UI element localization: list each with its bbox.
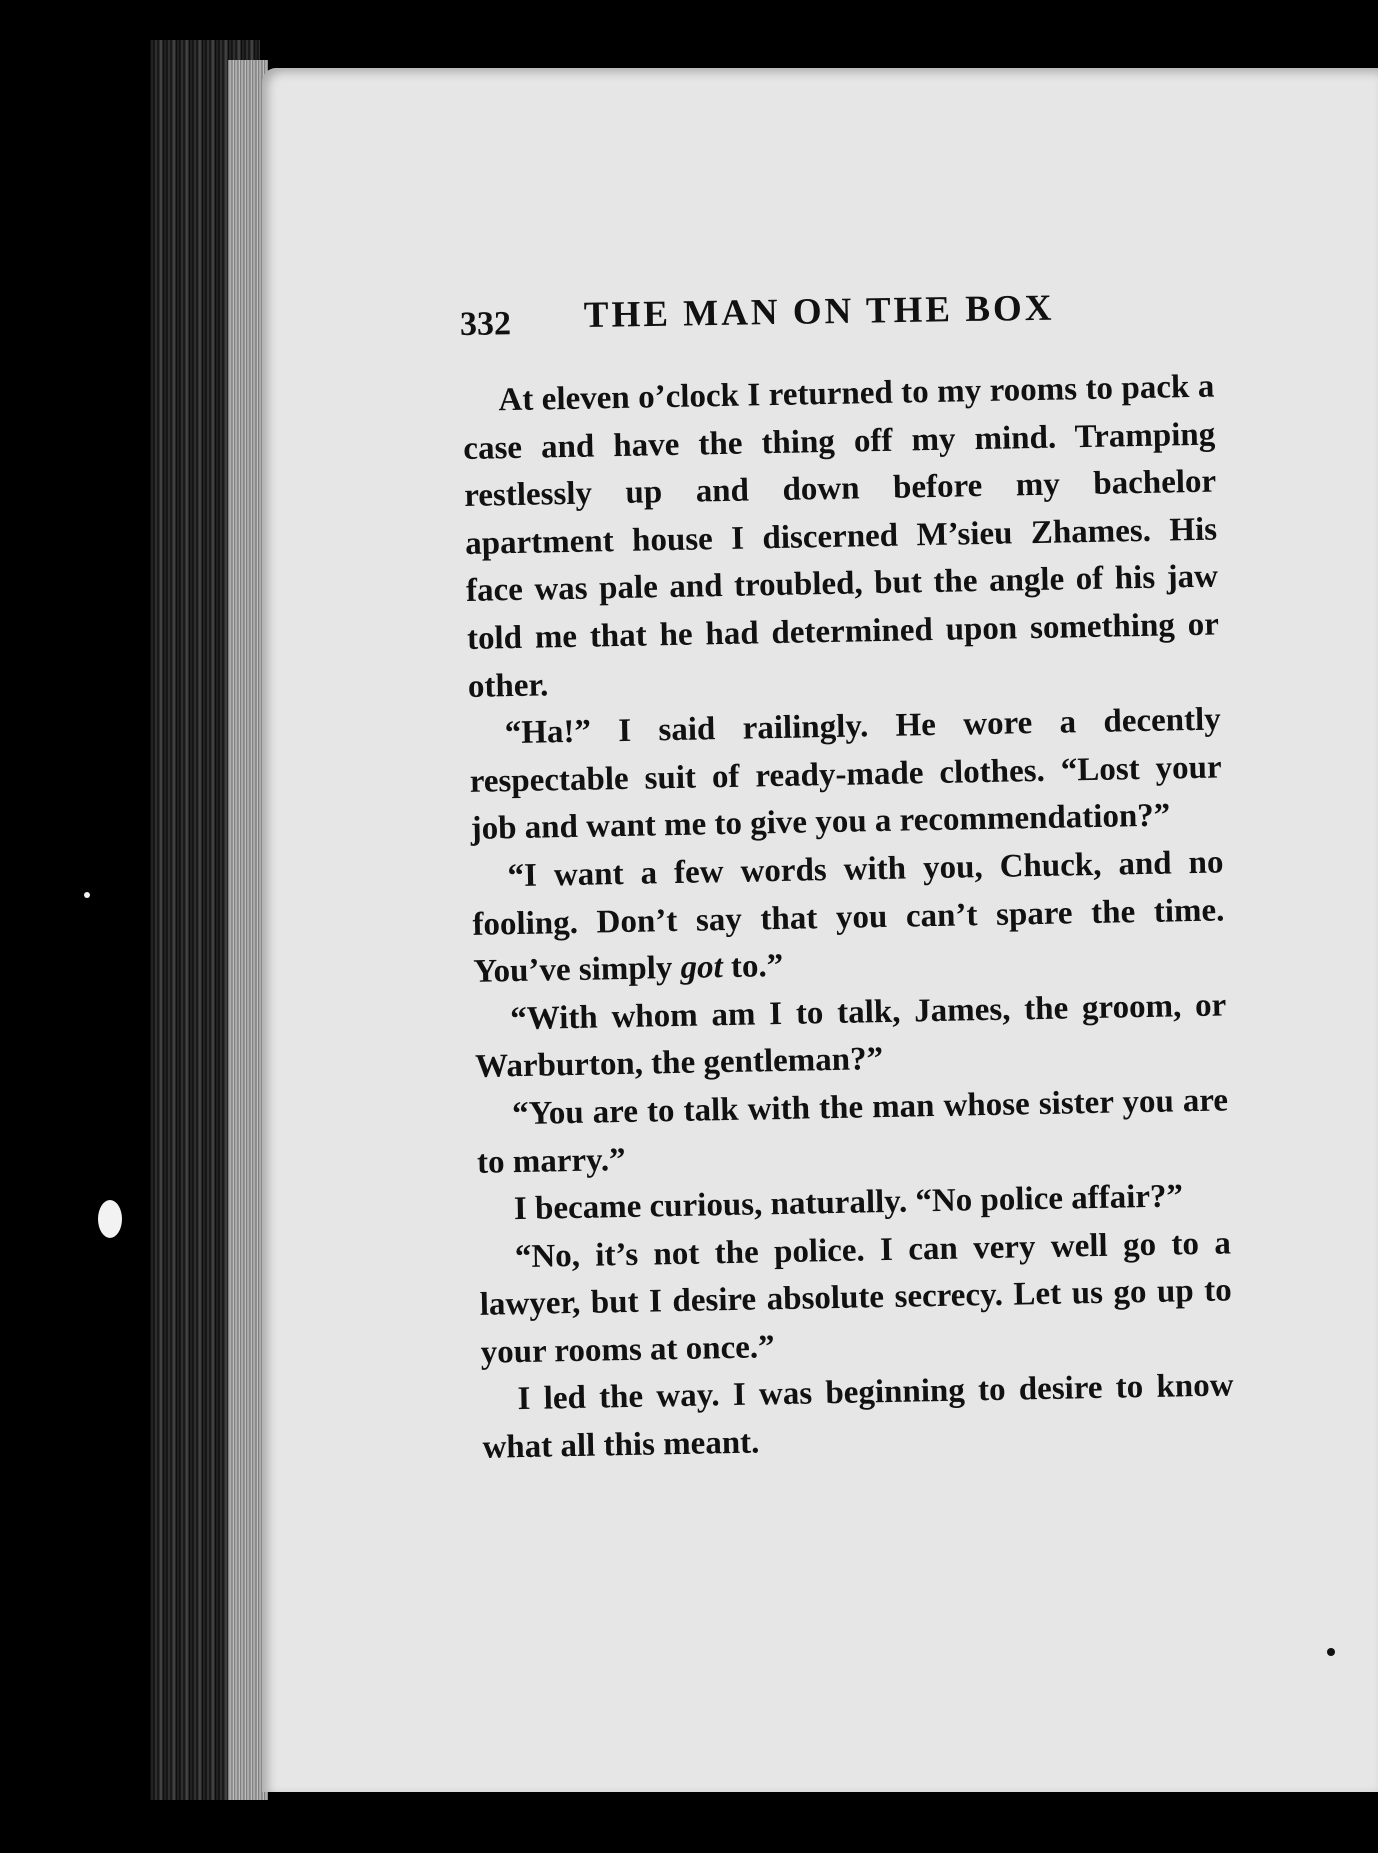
page-number: 332 [459,305,512,343]
paragraph-text: to.” [722,948,784,986]
paragraph: “With whom am I to talk, James, the groom, or Warburton, the gentleman?” [474,987,1227,1086]
paragraph: At eleven o’clock I returned to my rooms to pack a case and have the thing off my mind. Tramping restlessly up and down before my bachelor apartment house I discerned M’sieu Zhames. His face was pale and troubled, but the angle of his jaw told me that he had determined upon something or other. [463,368,1220,705]
paragraph: “You are to talk with the man whose sister you are to marry.” [476,1082,1229,1181]
paragraph: I became curious, naturally. “No police affair?” [513,1178,1184,1228]
body-text [462,364,1235,1473]
dust-speck [98,1200,122,1238]
paragraph-text: “I want a few words with you, Chuck, and no fooling. Don’t say that you can’t spare the time. You’ve simply [472,844,1225,991]
paragraph: “No, it’s not the police. I can very well go to a lawyer, but I desire absolute secrecy. Let us go up to your rooms at once.” [479,1225,1233,1371]
running-head: THE MAN ON THE BOX [583,287,1055,337]
page-header [460,286,1101,356]
dust-speck [1327,1648,1335,1656]
dust-speck [84,892,90,898]
paragraph [471,839,1226,996]
paragraph: “Ha!” I said railingly. He wore a decently respectable suit of ready-made clothes. “Lost your job and want me to give you a recommendation?” [469,701,1222,848]
paragraph: I led the way. I was beginning to desire to know what all this meant. [482,1367,1234,1466]
emphasis-text: got [680,949,724,987]
